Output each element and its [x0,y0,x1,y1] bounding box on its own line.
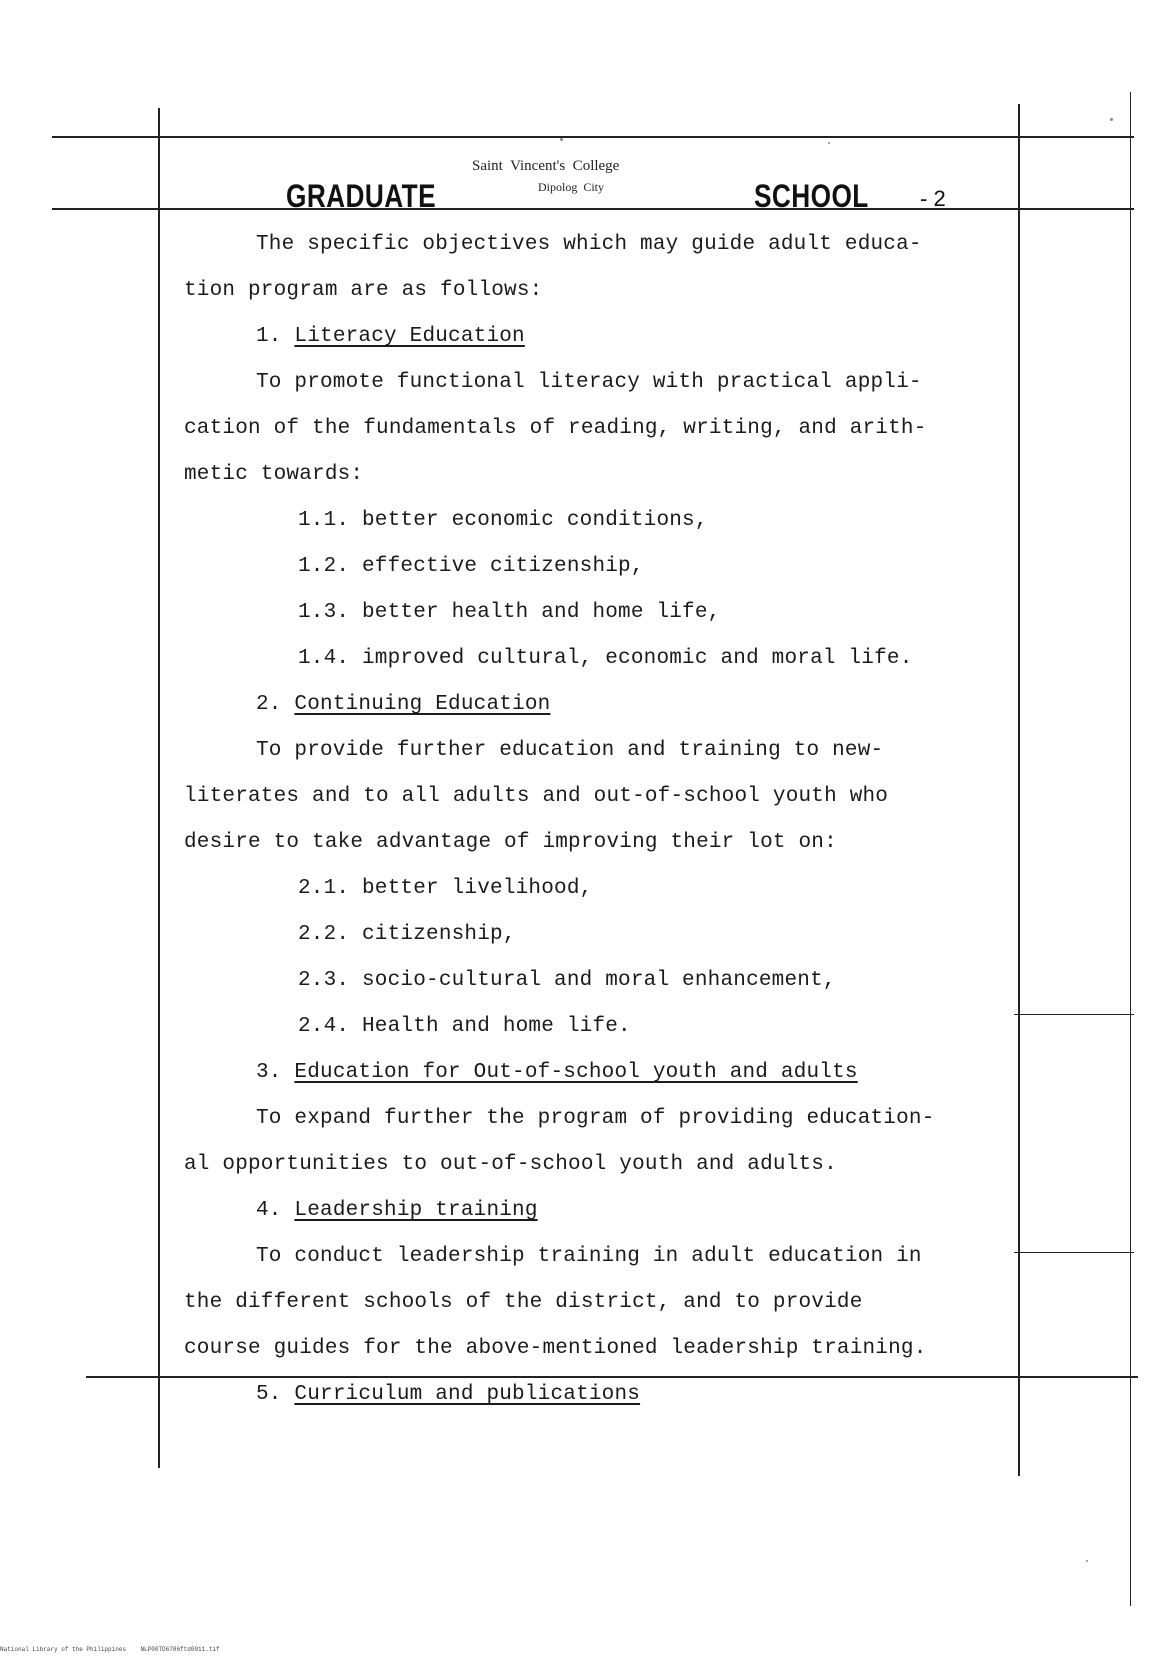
list-item: 1.2. effective citizenship, [298,555,644,578]
list-item: 2.2. citizenship, [298,923,516,946]
section-title: Leadership training [294,1199,538,1222]
scan-footer [0,1646,220,1653]
list-item: 1.3. better health and home life, [298,601,721,624]
section-number: 5. [256,1383,282,1406]
section-heading [256,324,525,350]
paragraph-line: To promote functional literacy with practical appli- [256,371,922,394]
page-number: - 2 [920,186,946,211]
header-bottom-rule [52,208,1134,210]
list-item: 1.1. better economic conditions, [298,509,708,532]
college-name: Saint Vincent's College [472,158,620,174]
section-heading [256,1060,858,1086]
section-title: Education for Out-of-school youth and adults [294,1061,858,1084]
section-number: 4. [256,1199,282,1222]
header-school: SCHOOL [754,178,869,214]
section-heading [256,1198,538,1224]
paragraph-line: desire to take advantage of improving their lot on: [184,831,837,854]
section-title: Continuing Education [294,693,551,716]
scan-speck [1086,1560,1088,1562]
header-graduate: GRADUATE [286,178,437,214]
list-item: 2.3. socio-cultural and moral enhancement, [298,969,836,992]
header-top-rule [52,136,1134,138]
paragraph-line: the different schools of the district, and to provide [184,1291,863,1314]
footer-rule [86,1376,1138,1378]
paragraph-line: metic towards: [184,463,364,486]
library-name: National Library of the Philippines [0,1646,127,1653]
scan-speck [1110,118,1113,121]
file-name: NLP00TD6786ftd0011.tif [140,1646,220,1653]
outer-right-rule [1130,92,1131,1606]
college-city: Dipolog City [538,180,605,194]
paragraph-line: course guides for the above-mentioned leadership training. [184,1337,927,1360]
paragraph-line: To expand further the program of providing education- [256,1107,935,1130]
section-heading [256,692,550,718]
section-title: Curriculum and publications [294,1383,641,1406]
left-margin-rule [158,108,160,1468]
section-number: 3. [256,1061,282,1084]
scan-speck [828,142,830,144]
paragraph-line: literates and to all adults and out-of-school youth who [184,785,889,808]
section-title: Literacy Education [294,325,525,348]
intro-line: tion program are as follows: [184,279,543,302]
paragraph-line: cation of the fundamentals of reading, writing, and arith- [184,417,927,440]
margin-tick [1014,1014,1134,1015]
paragraph-line: To provide further education and training to new- [256,739,884,762]
section-heading [256,1382,640,1408]
paragraph-line: To conduct leadership training in adult education in [256,1245,922,1268]
intro-line: The specific objectives which may guide adult educa- [256,233,922,256]
paragraph-line: al opportunities to out-of-school youth and adults. [184,1153,837,1176]
list-item: 1.4. improved cultural, economic and moral life. [298,647,913,670]
margin-tick [1014,1252,1134,1253]
section-number: 2. [256,693,282,716]
section-number: 1. [256,325,282,348]
list-item: 2.1. better livelihood, [298,877,593,900]
scan-speck [560,138,563,141]
right-margin-rule [1018,104,1020,1476]
list-item: 2.4. Health and home life. [298,1015,631,1038]
